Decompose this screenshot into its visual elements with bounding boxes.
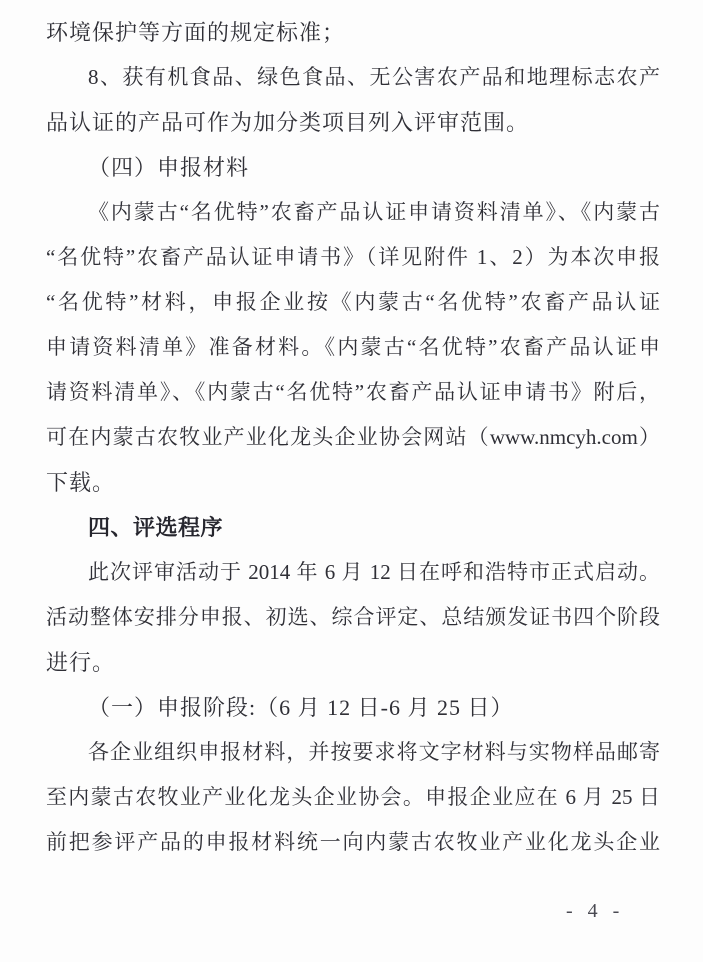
text-line: 活动整体安排分申报、初选、综合评定、总结颁发证书四个阶段 <box>46 605 660 629</box>
text-line: 可在内蒙古农牧业产业化龙头企业协会网站（www.nmcyh.com） <box>46 425 660 449</box>
text-line: 下载。 <box>46 470 116 495</box>
text-line: 环境保护等方面的规定标准； <box>46 20 346 45</box>
document-body <box>46 10 660 865</box>
text-line: 8、获有机食品、绿色食品、无公害农产品和地理标志农产 <box>88 65 660 89</box>
text-line: 《内蒙古“名优特”农畜产品认证申请资料清单》、《内蒙古 <box>88 200 660 224</box>
text-line: （四）申报材料 <box>88 155 250 180</box>
text-line: 前把参评产品的申报材料统一向内蒙古农牧业产业化龙头企业 <box>46 830 660 854</box>
text-line: 品认证的产品可作为加分类项目列入评审范围。 <box>46 110 530 135</box>
section-heading: 四、评选程序 <box>88 515 224 540</box>
text-line: 各企业组织申报材料，并按要求将文字材料与实物样品邮寄 <box>88 740 660 764</box>
text-line: 至内蒙古农牧业产业化龙头企业协会。申报企业应在 6 月 25 日 <box>46 785 660 809</box>
text-line: 进行。 <box>46 650 116 675</box>
text-line: “名优特”材料，申报企业按《内蒙古“名优特”农畜产品认证 <box>46 290 660 314</box>
text-line: “名优特”农畜产品认证申请书》（详见附件 1、2）为本次申报 <box>46 245 660 269</box>
text-line: （一）申报阶段:（6 月 12 日-6 月 25 日） <box>88 695 514 720</box>
text-line: 请资料清单》、《内蒙古“名优特”农畜产品认证申请书》附后， <box>46 380 660 404</box>
text-line: 申请资料清单》准备材料。《内蒙古“名优特”农畜产品认证申 <box>46 335 660 359</box>
text-line: 此次评审活动于 2014 年 6 月 12 日在呼和浩特市正式启动。 <box>88 560 660 584</box>
page-number: - 4 - <box>566 900 625 922</box>
